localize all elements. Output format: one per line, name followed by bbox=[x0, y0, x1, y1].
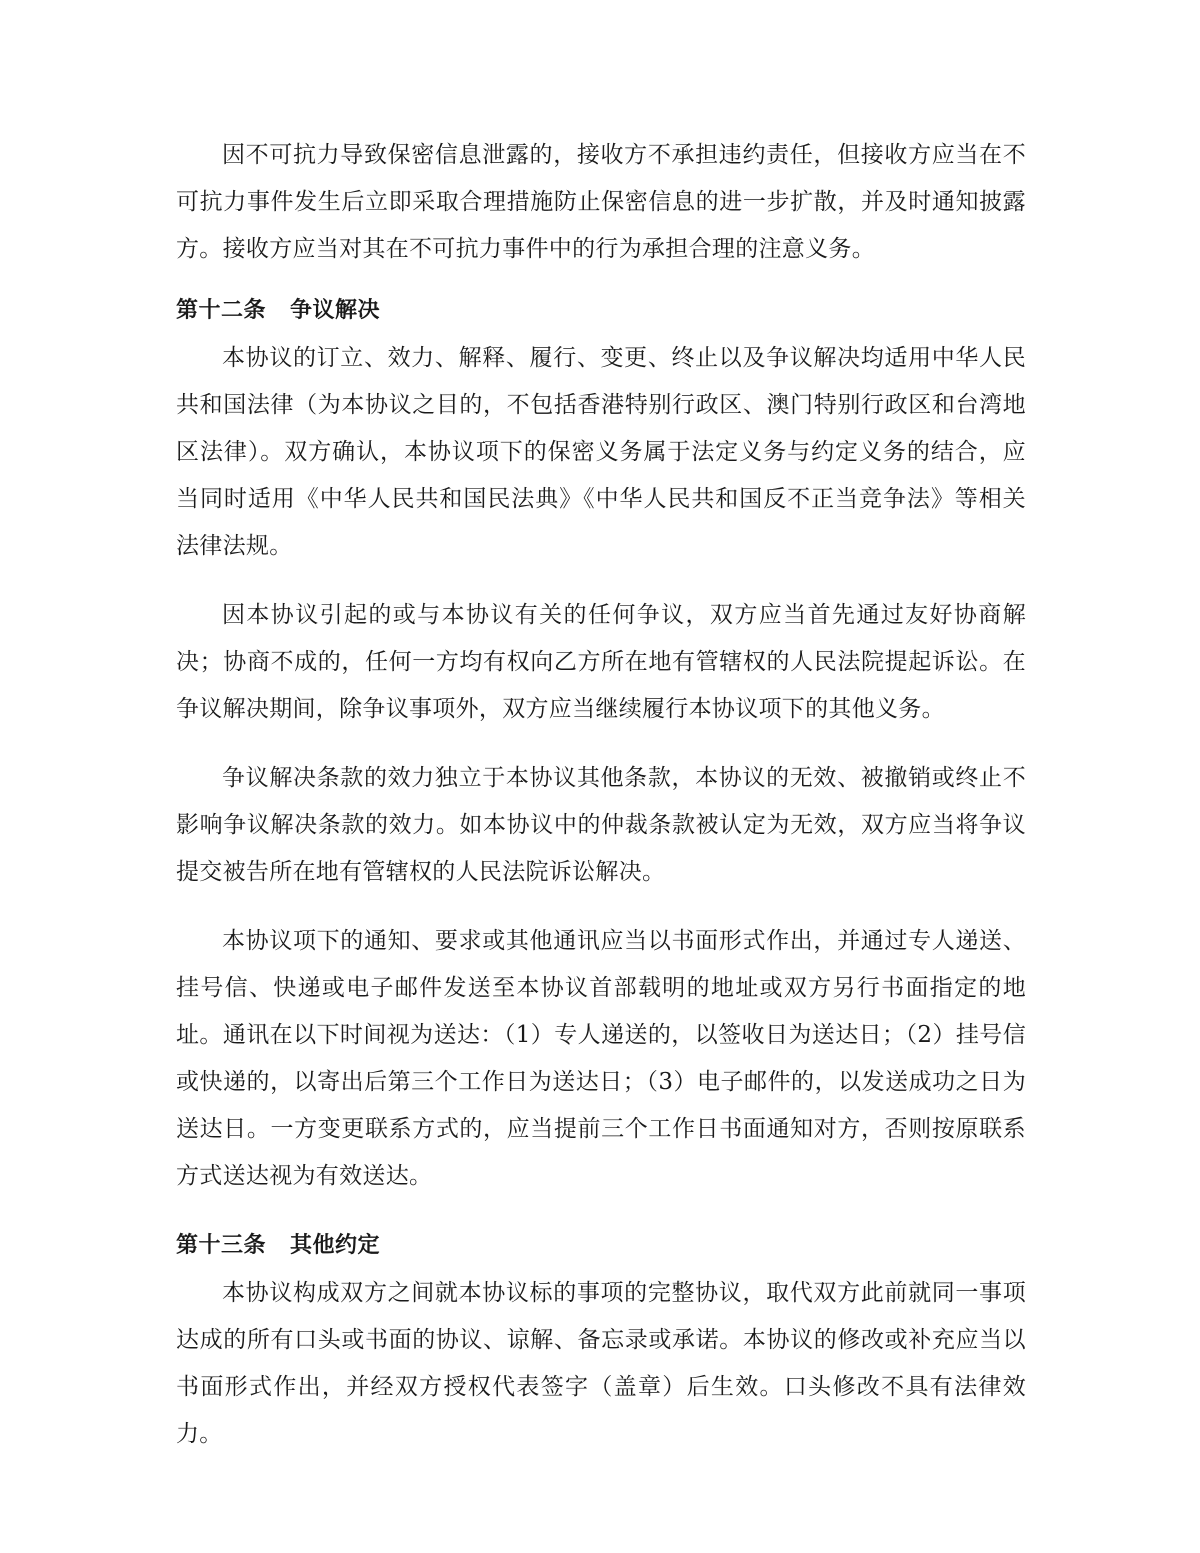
article-12-number: 第十二条 bbox=[176, 298, 267, 323]
article-12-title: 争议解决 bbox=[290, 298, 381, 323]
document-page bbox=[176, 132, 1026, 1458]
paragraph-governing-law: 本协议的订立、效力、解释、履行、变更、终止以及争议解决均适用中华人民共和国法律（为本协议之目的，不包括香港特别行政区、澳门特别行政区和台湾地区法律）。双方确认，本协议项下的保密义务属于法定义务与约定义务的结合，应当同时适用《中华人民共和国民法典》《中华人民共和国反不正当竞争法》等相关法律法规。 bbox=[176, 345, 1026, 559]
paragraph-force-majeure: 因不可抗力导致保密信息泄露的，接收方不承担违约责任，但接收方应当在不可抗力事件发生后立即采取合理措施防止保密信息的进一步扩散，并及时通知披露方。接收方应当对其在不可抗力事件中的行为承担合理的注意义务。 bbox=[176, 142, 1026, 262]
article-12-heading bbox=[176, 295, 1026, 327]
paragraph-entire-agreement: 本协议构成双方之间就本协议标的事项的完整协议，取代双方此前就同一事项达成的所有口头或书面的协议、谅解、备忘录或承诺。本协议的修改或补充应当以书面形式作出，并经双方授权代表签字（盖章）后生效。口头修改不具有法律效力。 bbox=[176, 1280, 1026, 1447]
article-13-title: 其他约定 bbox=[290, 1233, 381, 1258]
paragraph-dispute-negotiation: 因本协议引起的或与本协议有关的任何争议，双方应当首先通过友好协商解决；协商不成的，任何一方均有权向乙方所在地有管辖权的人民法院提起诉讼。在争议解决期间，除争议事项外，双方应当继续履行本协议项下的其他义务。 bbox=[176, 602, 1026, 722]
paragraph-dispute-clause-independence: 争议解决条款的效力独立于本协议其他条款，本协议的无效、被撤销或终止不影响争议解决条款的效力。如本协议中的仲裁条款被认定为无效，双方应当将争议提交被告所在地有管辖权的人民法院诉讼解决。 bbox=[176, 765, 1026, 885]
article-13-number: 第十三条 bbox=[176, 1233, 267, 1258]
paragraph-notices: 本协议项下的通知、要求或其他通讯应当以书面形式作出，并通过专人递送、挂号信、快递或电子邮件发送至本协议首部载明的地址或双方另行书面指定的地址。通讯在以下时间视为送达：（1）专人递送的，以签收日为送达日；（2）挂号信或快递的，以寄出后第三个工作日为送达日；（3）电子邮件的，以发送成功之日为送达日。一方变更联系方式的，应当提前三个工作日书面通知对方，否则按原联系方式送达视为有效送达。 bbox=[176, 928, 1026, 1189]
article-13-heading bbox=[176, 1230, 1026, 1262]
